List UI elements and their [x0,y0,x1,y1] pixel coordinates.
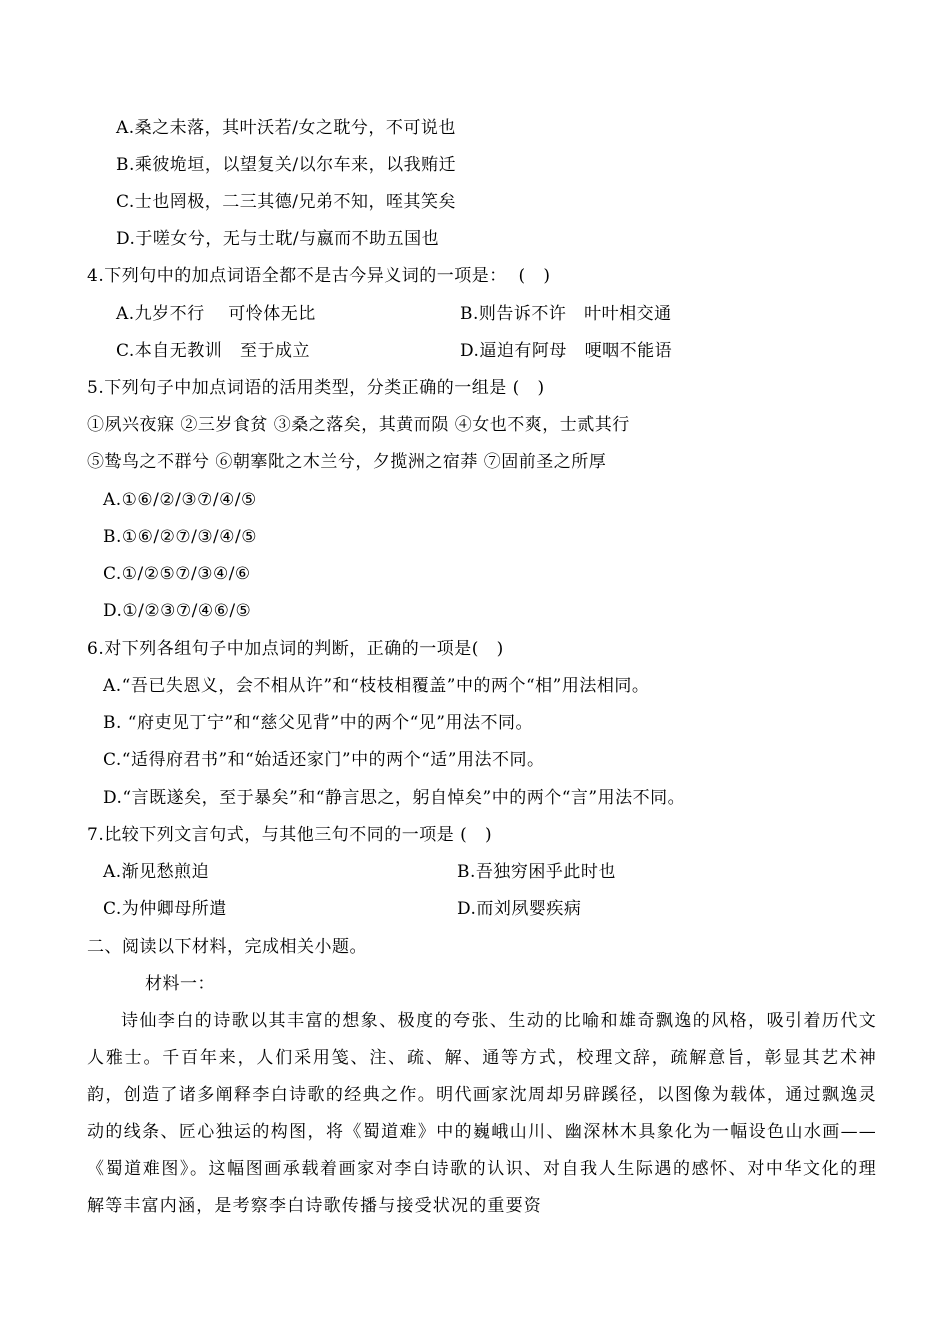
q4-option-c: C.本自无教训 至于成立 [116,341,311,361]
q5-option-c: C.①/②⑤⑦/③④/⑥ [103,564,251,584]
q5-option-b: B.①⑥/②⑦/③/④/⑤ [103,527,257,547]
q3-option-c: C.士也罔极，二三其德/兄弟不知，咥其笑矣 [116,192,457,212]
q6-option-b: B. “府吏见丁宁”和“慈父见背”中的两个“见”用法不同。 [103,713,533,733]
q4-option-d: D.逼迫有阿母 哽咽不能语 [460,341,673,361]
material-paragraph: 诗仙李白的诗歌以其丰富的想象、极度的夸张、生动的比喻和雄奇飘逸的风格，吸引着历代文人雅士。千百年来，人们采用笺、注、疏、解、通等方式，校理文辞，疏解意旨，彰显其艺术神韵，创造了诸多阐释李白诗歌的经典之作。明代画家沈周却另辟蹊径，以图像为载体，通过飘逸灵动的线条、匠心独运的构图，将《蜀道难》中的巍峨山川、幽深林木具象化为一幅设色山水画——《蜀道难图》。这幅图画承载着画家对李白诗歌的认识、对自我人生际遇的感怀、对中华文化的理解等丰富内涵，是考察李白诗歌传播与接受状况的重要资 [87,1011,877,1216]
q6-option-a: A.“吾已失恩义，会不相从许”和“枝枝相覆盖”中的两个“相”用法相同。 [103,676,650,696]
q3-option-d: D.于嗟女兮，无与士耽/与嬴而不助五国也 [116,229,440,249]
q5-sentences-1: ①夙兴夜寐 ②三岁食贫 ③桑之落矣，其黄而陨 ④女也不爽，士贰其行 [87,415,630,435]
q6-option-c: C.“适得府君书”和“始适还家门”中的两个“适”用法不同。 [103,750,545,770]
q7-option-c: C.为仲卿母所遣 [103,899,227,919]
q6-stem: 6.对下列各组句子中加点词的判断，正确的一项是( ) [87,639,504,659]
q5-option-a: A.①⑥/②/③⑦/④/⑤ [103,490,257,510]
q5-option-d: D.①/②③⑦/④⑥/⑤ [103,601,252,621]
q7-stem: 7.比较下列文言句式，与其他三句不同的一项是 ( ) [87,825,493,845]
q7-option-b: B.吾独穷困乎此时也 [457,862,616,882]
q3-option-b: B.乘彼垝垣，以望复关/以尔车来，以我贿迁 [116,155,457,175]
q4-stem: 4.下列句中的加点词语全都不是古今异义词的一项是： ( ) [87,266,551,286]
q4-option-b: B.则告诉不许 叶叶相交通 [460,304,672,324]
q7-option-d: D.而刘夙婴疾病 [457,899,582,919]
q7-option-a: A.渐见愁煎迫 [103,862,210,882]
material-label: 材料一： [145,974,215,994]
section-title: 二、阅读以下材料，完成相关小题。 [87,937,367,957]
q3-option-a: A.桑之未落，其叶沃若/女之耽兮，不可说也 [116,118,456,138]
q4-option-a: A.九岁不行 可怜体无比 [116,304,316,324]
q5-stem: 5.下列句子中加点词语的活用类型，分类正确的一组是 ( ) [87,378,545,398]
q6-option-d: D.“言既遂矣，至于暴矣”和“静言思之，躬自悼矣”中的两个“言”用法不同。 [103,788,686,808]
q5-sentences-2: ⑤鸷鸟之不群兮 ⑥朝搴阰之木兰兮，夕揽洲之宿莽 ⑦固前圣之所厚 [87,452,607,472]
